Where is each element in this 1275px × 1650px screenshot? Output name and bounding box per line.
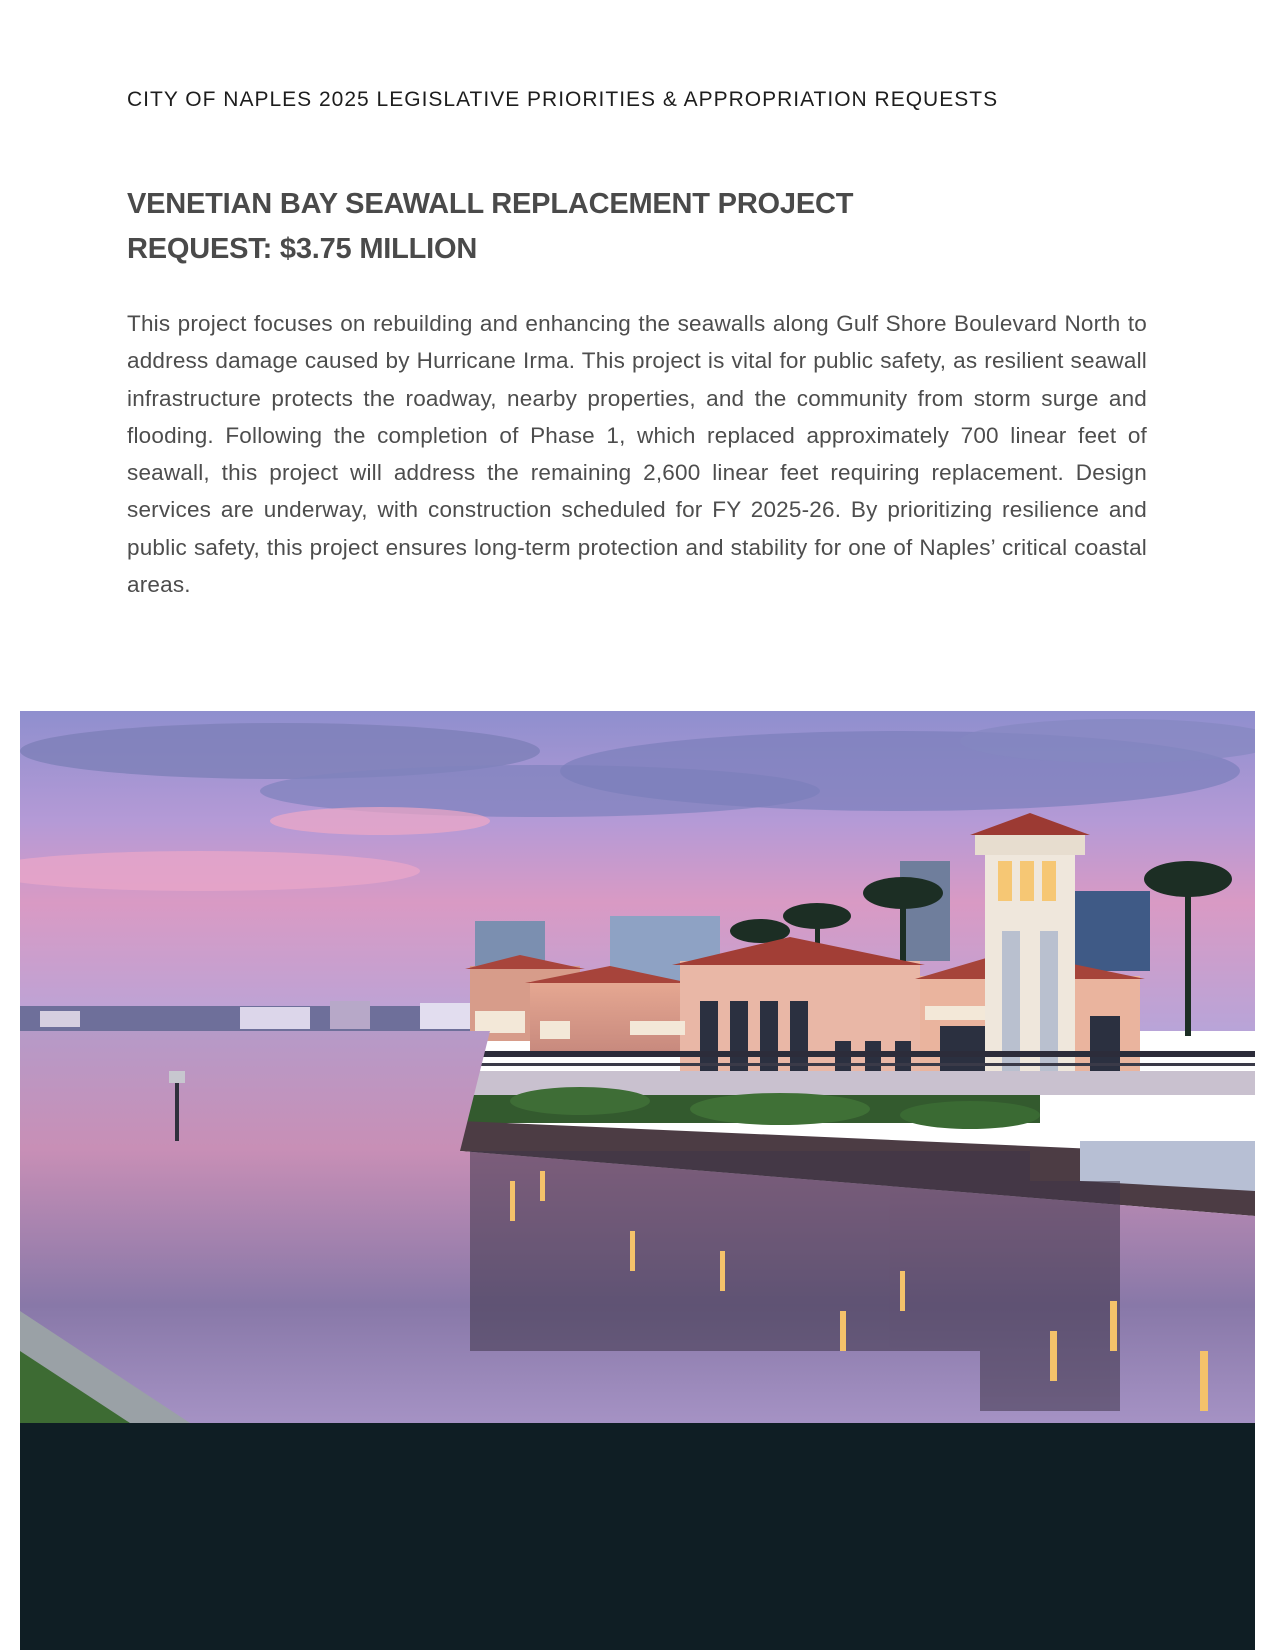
project-title bbox=[127, 182, 853, 272]
project-title-line: VENETIAN BAY SEAWALL REPLACEMENT PROJECT bbox=[127, 188, 854, 220]
waterfront-photo bbox=[20, 711, 1255, 1423]
dark-footer-band bbox=[20, 1423, 1255, 1650]
project-description: This project focuses on rebuilding and enhancing the seawalls along Gulf Shore Boulevard North to address damage caused by Hurricane Irma. This project is vital for public safety, as resilient seawall infrastructure protects the roadway, nearby properties, and the community from storm surge and flooding. Following the completion of Phase 1, which replaced approximately 700 linear feet of seawall, this project will address the remaining 2,600 linear feet requiring replacement. Design services are underway, with construction scheduled for FY 2025-26. By prioritizing resilience and public safety, this project ensures long-term protection and stability for one of Naples’ critical coastal areas. bbox=[127, 311, 1147, 598]
document-header: CITY OF NAPLES 2025 LEGISLATIVE PRIORITIES & APPROPRIATION REQUESTS bbox=[127, 88, 999, 111]
request-amount: REQUEST: $3.75 MILLION bbox=[127, 233, 478, 265]
